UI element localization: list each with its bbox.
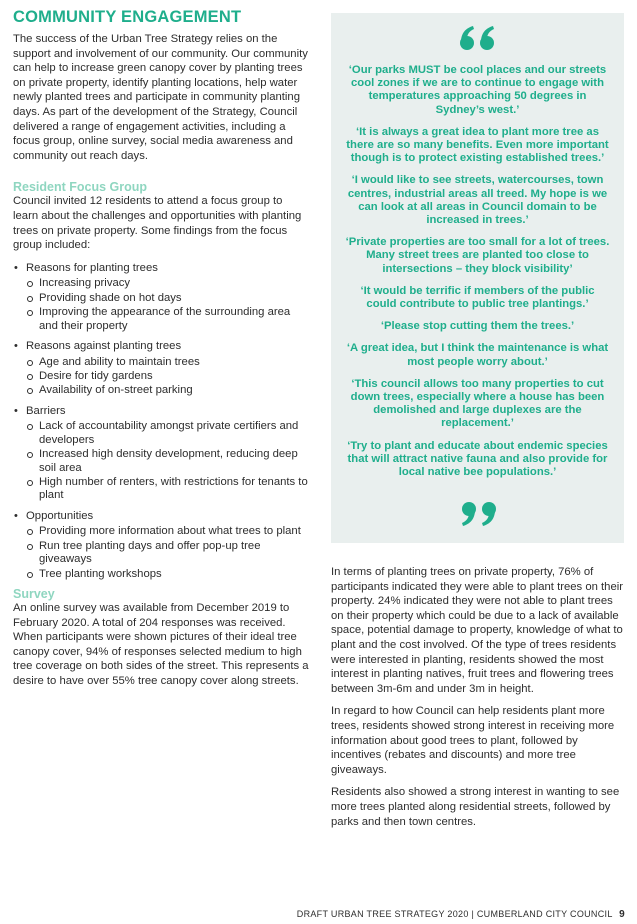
survey-paragraph: An online survey was available from December 2019 to February 2020. A total of 204 responses was received. When participants were shown pictures of their ideal tree canopy cover, 94% of responses selected medium to high tree coverage on both sides of the street. This represents a desire to have over 55% tree canopy cover along streets. bbox=[13, 602, 309, 687]
close-quote-icon bbox=[331, 501, 624, 532]
sub-list-item: Increasing privacy bbox=[26, 277, 309, 290]
quote: ‘This council allows too many properties to cut down trees, especially where a house has been demolished and large duplexes are the replacement.’ bbox=[350, 377, 605, 430]
list-item-label: Opportunities bbox=[26, 509, 94, 522]
sub-list-item: Providing more information about what trees to plant bbox=[26, 525, 309, 538]
sub-list-item: Availability of on-street parking bbox=[26, 384, 309, 397]
sub-list-item: Tree planting workshops bbox=[26, 568, 309, 581]
sub-list-item: Run tree planting days and offer pop-up tree giveaways bbox=[26, 540, 309, 567]
sub-list-item: Providing shade on hot days bbox=[26, 292, 309, 305]
right-paragraph: In terms of planting trees on private property, 76% of participants indicated they were able to plant trees on their property. 24% indicated they were not able to plant trees on their property which could be due to a lack of available space, potential damage to property, knowledge of what to plant and the cost involved. Of the type of trees residents were interested in planting, residents showed the most interest in planting natives, fruit trees and flowering trees between 3m-6m and under 3m in height. bbox=[331, 566, 624, 695]
sub-list bbox=[26, 277, 309, 333]
quote: ‘Please stop cutting them the trees.’ bbox=[380, 320, 575, 333]
quote: ‘Private properties are too small for a lot of trees. Many street trees are planted too close to intersections – they block visibility’ bbox=[345, 236, 610, 275]
sub-list-item: Age and ability to maintain trees bbox=[26, 356, 309, 369]
quotes-panel bbox=[331, 13, 624, 543]
focus-group-title: Resident Focus Group bbox=[13, 180, 148, 195]
sub-list-item: Increased high density development, reducing deep soil area bbox=[26, 448, 309, 475]
left-column bbox=[13, 8, 309, 689]
list-item-label: Reasons against planting trees bbox=[26, 339, 182, 352]
intro-paragraph: The success of the Urban Tree Strategy relies on the support and involvement of our community. Our community can help to increase green canopy cover by planting trees on private property, identify planting locations, help water newly planted trees and participate in community planting days. As part of the development of the Strategy, Council delivered a range of engagement activities, including a focus group, online survey, social media awareness and community out reach days. bbox=[13, 33, 308, 162]
list-item-label: Barriers bbox=[26, 404, 66, 417]
focus-group-paragraph: Council invited 12 residents to attend a focus group to learn about the challenges and opportunities with planting trees on private property. Some findings from the focus group included: bbox=[13, 195, 302, 252]
page-footer bbox=[297, 909, 625, 920]
quotes-list bbox=[345, 64, 610, 488]
sub-list bbox=[26, 356, 309, 398]
sub-list bbox=[26, 420, 309, 502]
sub-list-item: Lack of accountability amongst private certifiers and developers bbox=[26, 420, 309, 447]
sub-list-item: High number of renters, with restrictions for tenants to plant bbox=[26, 476, 309, 503]
section-title: COMMUNITY ENGAGEMENT bbox=[13, 8, 242, 26]
page-number: 9 bbox=[619, 909, 625, 920]
survey-title: Survey bbox=[13, 587, 55, 601]
right-column bbox=[331, 565, 623, 837]
quote: ‘It is always a great idea to plant more tree as there are so many benefits. Even more important though is to protect existing established trees.’ bbox=[346, 125, 609, 165]
sub-list-item: Improving the appearance of the surrounding area and their property bbox=[26, 306, 309, 333]
sub-list bbox=[26, 525, 309, 581]
sub-list-item: Desire for tidy gardens bbox=[26, 370, 309, 383]
list-item bbox=[13, 509, 309, 581]
list-item bbox=[13, 339, 309, 398]
list-item bbox=[13, 404, 309, 503]
list-item bbox=[13, 261, 309, 333]
list-item-label: Reasons for planting trees bbox=[26, 261, 158, 274]
quote: ‘I would like to see streets, watercourses, town centres, industrial areas all treed. My hope is we can look at all areas in Council domain to be increased in trees.’ bbox=[347, 174, 608, 227]
right-paragraph: Residents also showed a strong interest in wanting to see more trees planted along residential streets, followed by parks and then town centres. bbox=[331, 786, 620, 828]
right-paragraph: In regard to how Council can help residents plant more trees, residents showed strong interest in receiving more information about good trees to plant, followed by incentives (rebates and discounts) and more tree giveaways. bbox=[331, 705, 615, 776]
quote: ‘Try to plant and educate about endemic species that will attract native fauna and also provide for local native bee populations.’ bbox=[347, 439, 608, 479]
findings-list bbox=[13, 261, 309, 581]
quote: ‘A great idea, but I think the maintenance is what most people worry about.’ bbox=[346, 342, 609, 368]
footer-text: DRAFT URBAN TREE STRATEGY 2020 | CUMBERLAND CITY COUNCIL bbox=[296, 909, 613, 919]
quote: ‘Our parks MUST be cool places and our streets cool zones if we are to continue to engage with temperatures approaching 50 degrees in Sydney’s west.’ bbox=[348, 64, 607, 116]
quote: ‘It would be terrific if members of the public could contribute to public tree plantings.’ bbox=[360, 284, 595, 311]
open-quote-icon bbox=[331, 25, 624, 56]
